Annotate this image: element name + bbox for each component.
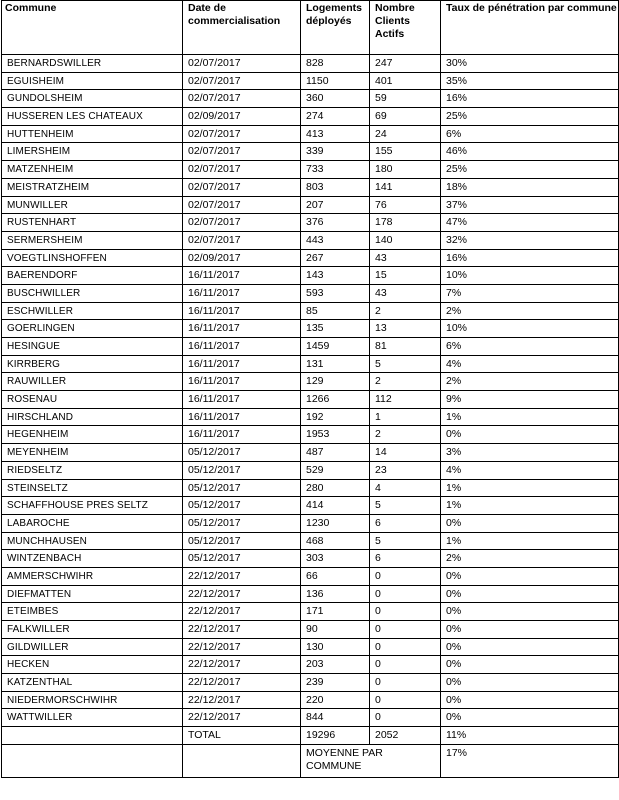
cell-commune: BERNARDSWILLER — [2, 55, 183, 73]
table-row — [2, 426, 619, 444]
cell-taux: 0% — [441, 621, 619, 639]
cell-logements: 90 — [301, 621, 370, 639]
header-commune: Commune — [2, 1, 183, 55]
cell-commune: LABAROCHE — [2, 514, 183, 532]
cell-date: 22/12/2017 — [183, 603, 301, 621]
cell-taux: 0% — [441, 585, 619, 603]
cell-logements: 239 — [301, 674, 370, 692]
cell-date: 16/11/2017 — [183, 355, 301, 373]
table-row — [2, 284, 619, 302]
total-row — [2, 727, 619, 745]
cell-logements: 192 — [301, 408, 370, 426]
total-taux: 11% — [441, 727, 619, 745]
cell-date: 22/12/2017 — [183, 674, 301, 692]
cell-clients: 180 — [370, 161, 441, 179]
cell-logements: 1230 — [301, 514, 370, 532]
cell-commune: SERMERSHEIM — [2, 231, 183, 249]
table-row — [2, 656, 619, 674]
table-row — [2, 214, 619, 232]
cell-clients: 23 — [370, 461, 441, 479]
cell-date: 16/11/2017 — [183, 373, 301, 391]
cell-clients: 178 — [370, 214, 441, 232]
cell-clients: 141 — [370, 178, 441, 196]
cell-logements: 1953 — [301, 426, 370, 444]
cell-logements: 143 — [301, 267, 370, 285]
cell-logements: 844 — [301, 709, 370, 727]
cell-commune: NIEDERMORSCHWIHR — [2, 691, 183, 709]
cell-commune: HIRSCHLAND — [2, 408, 183, 426]
cell-date: 22/12/2017 — [183, 621, 301, 639]
header-logements: Logements déployés — [301, 1, 370, 55]
cell-logements: 414 — [301, 497, 370, 515]
cell-date: 16/11/2017 — [183, 391, 301, 409]
cell-date: 02/07/2017 — [183, 72, 301, 90]
cell-logements: 1266 — [301, 391, 370, 409]
cell-logements: 413 — [301, 125, 370, 143]
cell-commune: RUSTENHART — [2, 214, 183, 232]
cell-taux: 2% — [441, 373, 619, 391]
cell-date: 16/11/2017 — [183, 408, 301, 426]
average-empty-cell-1 — [2, 744, 183, 777]
cell-taux: 0% — [441, 638, 619, 656]
cell-taux: 37% — [441, 196, 619, 214]
table-row — [2, 125, 619, 143]
cell-date: 05/12/2017 — [183, 497, 301, 515]
cell-logements: 529 — [301, 461, 370, 479]
cell-clients: 43 — [370, 249, 441, 267]
cell-logements: 131 — [301, 355, 370, 373]
cell-date: 16/11/2017 — [183, 267, 301, 285]
cell-logements: 274 — [301, 108, 370, 126]
cell-date: 02/07/2017 — [183, 161, 301, 179]
cell-taux: 35% — [441, 72, 619, 90]
cell-clients: 0 — [370, 691, 441, 709]
cell-clients: 4 — [370, 479, 441, 497]
cell-date: 05/12/2017 — [183, 550, 301, 568]
cell-commune: WINTZENBACH — [2, 550, 183, 568]
cell-commune: MEISTRATZHEIM — [2, 178, 183, 196]
table-row — [2, 267, 619, 285]
table-row — [2, 320, 619, 338]
cell-clients: 0 — [370, 567, 441, 585]
cell-taux: 0% — [441, 514, 619, 532]
cell-clients: 0 — [370, 674, 441, 692]
cell-commune: HEGENHEIM — [2, 426, 183, 444]
cell-date: 02/07/2017 — [183, 143, 301, 161]
cell-clients: 0 — [370, 709, 441, 727]
cell-commune: GOERLINGEN — [2, 320, 183, 338]
table-row — [2, 231, 619, 249]
cell-taux: 16% — [441, 90, 619, 108]
cell-taux: 2% — [441, 302, 619, 320]
table-row — [2, 603, 619, 621]
table-row — [2, 514, 619, 532]
cell-clients: 69 — [370, 108, 441, 126]
cell-clients: 6 — [370, 514, 441, 532]
cell-taux: 1% — [441, 497, 619, 515]
table-row — [2, 302, 619, 320]
table-row — [2, 408, 619, 426]
cell-commune: KATZENTHAL — [2, 674, 183, 692]
cell-clients: 81 — [370, 338, 441, 356]
cell-date: 22/12/2017 — [183, 638, 301, 656]
cell-date: 02/09/2017 — [183, 108, 301, 126]
cell-commune: DIEFMATTEN — [2, 585, 183, 603]
cell-commune: FALKWILLER — [2, 621, 183, 639]
cell-clients: 5 — [370, 497, 441, 515]
cell-taux: 3% — [441, 444, 619, 462]
cell-clients: 140 — [370, 231, 441, 249]
cell-taux: 6% — [441, 338, 619, 356]
cell-taux: 47% — [441, 214, 619, 232]
average-taux: 17% — [441, 744, 619, 777]
header-row — [2, 1, 619, 55]
cell-date: 02/07/2017 — [183, 55, 301, 73]
header-clients: Nombre Clients Actifs — [370, 1, 441, 55]
cell-commune: KIRRBERG — [2, 355, 183, 373]
table-row — [2, 567, 619, 585]
cell-commune: SCHAFFHOUSE PRES SELTZ — [2, 497, 183, 515]
cell-logements: 220 — [301, 691, 370, 709]
table-row — [2, 479, 619, 497]
cell-commune: VOEGTLINSHOFFEN — [2, 249, 183, 267]
cell-logements: 129 — [301, 373, 370, 391]
cell-logements: 468 — [301, 532, 370, 550]
cell-commune: GUNDOLSHEIM — [2, 90, 183, 108]
cell-logements: 593 — [301, 284, 370, 302]
cell-commune: GILDWILLER — [2, 638, 183, 656]
cell-clients: 2 — [370, 426, 441, 444]
cell-commune: BAERENDORF — [2, 267, 183, 285]
cell-date: 05/12/2017 — [183, 444, 301, 462]
table-row — [2, 90, 619, 108]
cell-taux: 7% — [441, 284, 619, 302]
average-label: MOYENNE PAR COMMUNE — [301, 744, 441, 777]
cell-logements: 339 — [301, 143, 370, 161]
cell-commune: STEINSELTZ — [2, 479, 183, 497]
cell-clients: 5 — [370, 532, 441, 550]
cell-commune: BUSCHWILLER — [2, 284, 183, 302]
cell-logements: 203 — [301, 656, 370, 674]
cell-commune: HECKEN — [2, 656, 183, 674]
cell-clients: 2 — [370, 302, 441, 320]
table-row — [2, 355, 619, 373]
cell-logements: 207 — [301, 196, 370, 214]
cell-commune: ROSENAU — [2, 391, 183, 409]
cell-clients: 401 — [370, 72, 441, 90]
cell-clients: 6 — [370, 550, 441, 568]
table-row — [2, 621, 619, 639]
cell-taux: 2% — [441, 550, 619, 568]
cell-taux: 25% — [441, 108, 619, 126]
cell-logements: 130 — [301, 638, 370, 656]
table-body — [2, 55, 619, 727]
cell-date: 22/12/2017 — [183, 656, 301, 674]
cell-date: 02/07/2017 — [183, 90, 301, 108]
cell-date: 16/11/2017 — [183, 284, 301, 302]
cell-commune: ETEIMBES — [2, 603, 183, 621]
table-row — [2, 143, 619, 161]
cell-logements: 267 — [301, 249, 370, 267]
header-taux: Taux de pénétration par commune — [441, 1, 619, 55]
cell-taux: 25% — [441, 161, 619, 179]
cell-date: 22/12/2017 — [183, 567, 301, 585]
table-row — [2, 55, 619, 73]
cell-clients: 59 — [370, 90, 441, 108]
penetration-table — [1, 0, 619, 778]
table-row — [2, 532, 619, 550]
cell-clients: 14 — [370, 444, 441, 462]
table-row — [2, 461, 619, 479]
cell-logements: 443 — [301, 231, 370, 249]
average-empty-cell-2 — [183, 744, 301, 777]
cell-taux: 16% — [441, 249, 619, 267]
table-row — [2, 709, 619, 727]
cell-logements: 136 — [301, 585, 370, 603]
cell-date: 02/07/2017 — [183, 214, 301, 232]
cell-commune: RAUWILLER — [2, 373, 183, 391]
cell-commune: MUNCHHAUSEN — [2, 532, 183, 550]
cell-logements: 66 — [301, 567, 370, 585]
cell-clients: 15 — [370, 267, 441, 285]
cell-logements: 280 — [301, 479, 370, 497]
cell-commune: ESCHWILLER — [2, 302, 183, 320]
cell-logements: 85 — [301, 302, 370, 320]
cell-date: 05/12/2017 — [183, 532, 301, 550]
total-empty-cell — [2, 727, 183, 745]
cell-date: 22/12/2017 — [183, 585, 301, 603]
cell-logements: 733 — [301, 161, 370, 179]
cell-commune: RIEDSELTZ — [2, 461, 183, 479]
cell-date: 05/12/2017 — [183, 479, 301, 497]
cell-commune: LIMERSHEIM — [2, 143, 183, 161]
cell-clients: 247 — [370, 55, 441, 73]
cell-date: 16/11/2017 — [183, 338, 301, 356]
cell-commune: HESINGUE — [2, 338, 183, 356]
table-row — [2, 444, 619, 462]
total-logements: 19296 — [301, 727, 370, 745]
cell-clients: 0 — [370, 638, 441, 656]
total-label: TOTAL — [183, 727, 301, 745]
cell-taux: 1% — [441, 408, 619, 426]
cell-taux: 4% — [441, 461, 619, 479]
cell-taux: 0% — [441, 709, 619, 727]
cell-clients: 43 — [370, 284, 441, 302]
cell-taux: 32% — [441, 231, 619, 249]
cell-taux: 0% — [441, 603, 619, 621]
cell-clients: 2 — [370, 373, 441, 391]
table-row — [2, 373, 619, 391]
cell-taux: 0% — [441, 674, 619, 692]
cell-date: 02/07/2017 — [183, 196, 301, 214]
cell-taux: 46% — [441, 143, 619, 161]
total-clients: 2052 — [370, 727, 441, 745]
cell-taux: 9% — [441, 391, 619, 409]
cell-clients: 0 — [370, 621, 441, 639]
table-row — [2, 550, 619, 568]
cell-taux: 1% — [441, 532, 619, 550]
cell-commune: WATTWILLER — [2, 709, 183, 727]
table-row — [2, 178, 619, 196]
cell-date: 05/12/2017 — [183, 514, 301, 532]
cell-commune: AMMERSCHWIHR — [2, 567, 183, 585]
cell-commune: MEYENHEIM — [2, 444, 183, 462]
cell-logements: 360 — [301, 90, 370, 108]
table-row — [2, 196, 619, 214]
cell-taux: 0% — [441, 426, 619, 444]
table-row — [2, 72, 619, 90]
cell-date: 02/09/2017 — [183, 249, 301, 267]
table-row — [2, 161, 619, 179]
cell-clients: 76 — [370, 196, 441, 214]
cell-date: 02/07/2017 — [183, 231, 301, 249]
table-row — [2, 691, 619, 709]
cell-logements: 1459 — [301, 338, 370, 356]
table-row — [2, 108, 619, 126]
table-row — [2, 497, 619, 515]
cell-commune: MUNWILLER — [2, 196, 183, 214]
table-row — [2, 638, 619, 656]
cell-commune: MATZENHEIM — [2, 161, 183, 179]
cell-taux: 10% — [441, 267, 619, 285]
cell-taux: 4% — [441, 355, 619, 373]
cell-logements: 487 — [301, 444, 370, 462]
cell-commune: HUTTENHEIM — [2, 125, 183, 143]
cell-taux: 30% — [441, 55, 619, 73]
cell-taux: 1% — [441, 479, 619, 497]
cell-clients: 112 — [370, 391, 441, 409]
cell-logements: 171 — [301, 603, 370, 621]
average-row — [2, 744, 619, 777]
cell-taux: 18% — [441, 178, 619, 196]
cell-clients: 155 — [370, 143, 441, 161]
table-row — [2, 249, 619, 267]
cell-clients: 24 — [370, 125, 441, 143]
cell-clients: 0 — [370, 656, 441, 674]
cell-logements: 135 — [301, 320, 370, 338]
table-row — [2, 391, 619, 409]
table-row — [2, 674, 619, 692]
cell-clients: 0 — [370, 603, 441, 621]
table-row — [2, 338, 619, 356]
cell-date: 02/07/2017 — [183, 125, 301, 143]
cell-date: 02/07/2017 — [183, 178, 301, 196]
cell-taux: 6% — [441, 125, 619, 143]
cell-date: 16/11/2017 — [183, 302, 301, 320]
cell-date: 22/12/2017 — [183, 691, 301, 709]
cell-clients: 5 — [370, 355, 441, 373]
cell-date: 16/11/2017 — [183, 426, 301, 444]
cell-logements: 803 — [301, 178, 370, 196]
cell-clients: 1 — [370, 408, 441, 426]
header-date: Date de commercialisation — [183, 1, 301, 55]
cell-clients: 13 — [370, 320, 441, 338]
table-row — [2, 585, 619, 603]
cell-logements: 303 — [301, 550, 370, 568]
cell-commune: HUSSEREN LES CHATEAUX — [2, 108, 183, 126]
cell-taux: 10% — [441, 320, 619, 338]
cell-logements: 1150 — [301, 72, 370, 90]
cell-taux: 0% — [441, 691, 619, 709]
cell-logements: 828 — [301, 55, 370, 73]
cell-date: 16/11/2017 — [183, 320, 301, 338]
cell-date: 22/12/2017 — [183, 709, 301, 727]
cell-date: 05/12/2017 — [183, 461, 301, 479]
cell-taux: 0% — [441, 567, 619, 585]
cell-clients: 0 — [370, 585, 441, 603]
cell-taux: 0% — [441, 656, 619, 674]
cell-logements: 376 — [301, 214, 370, 232]
cell-commune: EGUISHEIM — [2, 72, 183, 90]
